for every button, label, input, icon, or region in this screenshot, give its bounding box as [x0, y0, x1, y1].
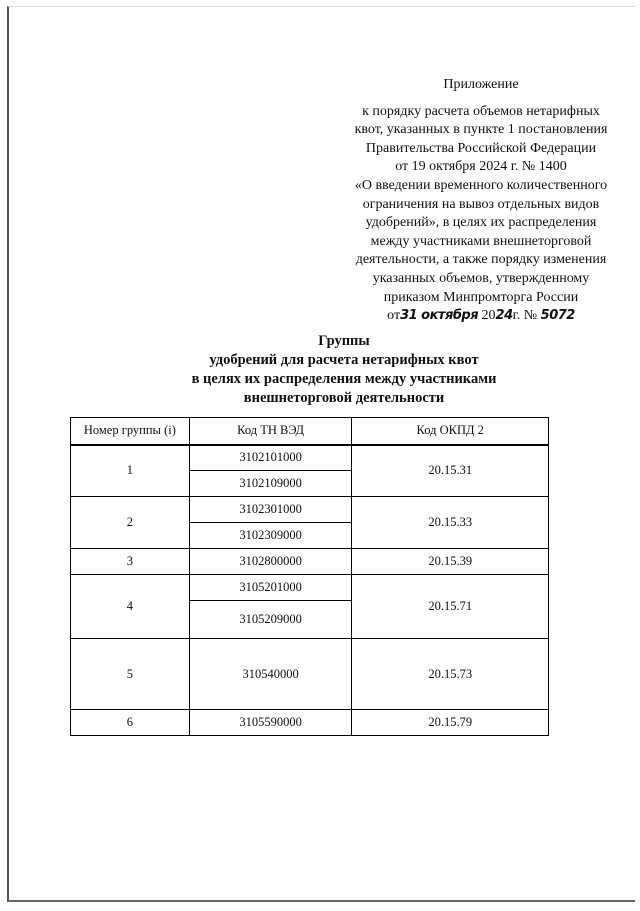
header-line: деятельности, а также порядку изменения [355, 252, 607, 268]
header-line: квот, указанных в пункте 1 постановления [354, 122, 608, 138]
okpd-code-cell: 20.15.33 [352, 497, 549, 549]
table-row [71, 497, 549, 523]
appendix-title: Приложение [443, 77, 519, 92]
column-header-group: Номер группы (i) [71, 418, 190, 445]
table-row [71, 445, 549, 471]
handwritten-date: 31 октября [400, 308, 479, 324]
column-header-tnved: Код ТН ВЭД [189, 418, 352, 445]
group-number-cell: 5 [71, 639, 190, 710]
header-line: от 19 октября 2024 г. № 1400 [395, 159, 567, 175]
table-row [71, 710, 549, 736]
document-page [7, 6, 635, 902]
header-line: удобрений», в целях их распределения [365, 215, 597, 231]
group-number-cell: 4 [71, 575, 190, 639]
group-number-cell: 3 [71, 549, 190, 575]
tnved-code-cell: 3102800000 [189, 549, 352, 575]
header-line: приказом Минпромторга России [383, 289, 579, 305]
tnved-code-cell: 3102309000 [189, 523, 352, 549]
header-line: «О введении временного количественного [354, 177, 608, 193]
sig-year-prefix: 20 [481, 308, 496, 324]
order-signature-line [331, 307, 631, 326]
table-header-row [71, 418, 549, 445]
heading-line: внешнеторговой деятельности [243, 390, 445, 406]
okpd-code-cell: 20.15.71 [352, 575, 549, 639]
okpd-code-cell: 20.15.39 [352, 549, 549, 575]
heading-line: в целях их распределения между участниками [191, 371, 497, 387]
table-row [71, 575, 549, 601]
appendix-header [331, 76, 631, 326]
header-line: Правительства Российской Федерации [365, 140, 597, 156]
handwritten-order-number: 5072 [540, 308, 575, 324]
heading-line: Группы [318, 333, 370, 349]
tnved-code-cell: 3102101000 [189, 445, 352, 471]
okpd-code-cell: 20.15.73 [352, 639, 549, 710]
sig-year-suffix: г. № [512, 308, 538, 324]
sig-prefix: от [387, 308, 401, 324]
tnved-code-cell: 3102301000 [189, 497, 352, 523]
tnved-code-cell: 3102109000 [189, 471, 352, 497]
table-heading [69, 332, 619, 408]
tnved-code-cell: 3105590000 [189, 710, 352, 736]
okpd-code-cell: 20.15.79 [352, 710, 549, 736]
tnved-code-cell: 3105201000 [189, 575, 352, 601]
column-header-okpd: Код ОКПД 2 [352, 418, 549, 445]
header-line: ограничения на вывоз отдельных видов [362, 196, 600, 212]
header-line: указанных объемов, утвержденному [372, 270, 590, 286]
fertilizer-groups-table [70, 417, 549, 736]
group-number-cell: 1 [71, 445, 190, 497]
handwritten-year: 24 [495, 308, 513, 324]
tnved-code-cell: 310540000 [189, 639, 352, 710]
table-row [71, 549, 549, 575]
header-line: к порядку расчета объемов нетарифных [362, 103, 600, 119]
okpd-code-cell: 20.15.31 [352, 445, 549, 497]
group-number-cell: 2 [71, 497, 190, 549]
group-number-cell: 6 [71, 710, 190, 736]
tnved-code-cell: 3105209000 [189, 601, 352, 639]
heading-line: удобрений для расчета нетарифных квот [209, 352, 479, 368]
header-line: между участниками внешнеторговой [370, 233, 592, 249]
table-row [71, 639, 549, 710]
